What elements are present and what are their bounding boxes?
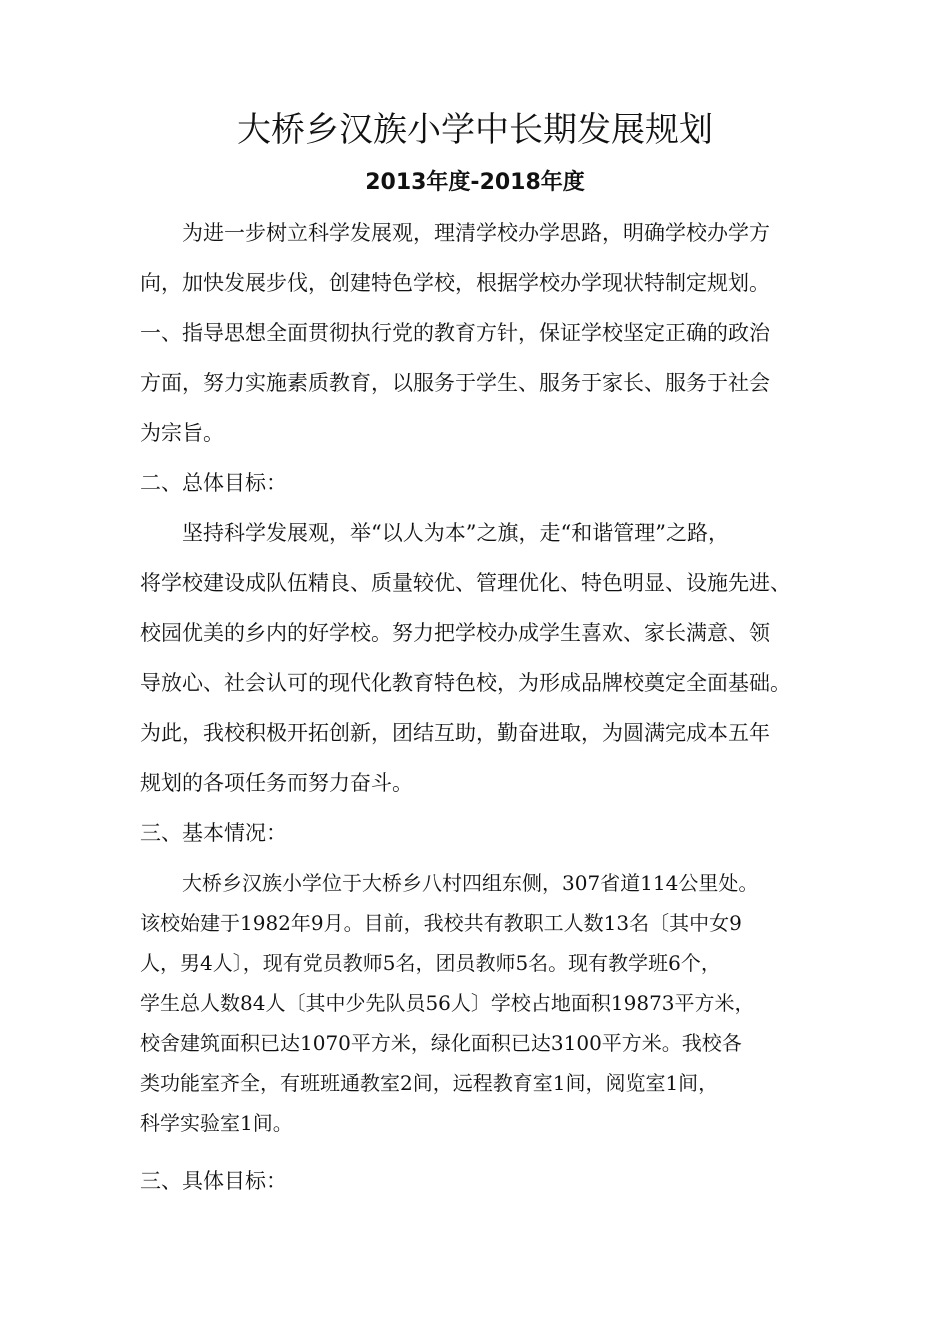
paragraph-line: 将学校建设成队伍精良、质量较优、管理优化、特色明显、设施先进、 <box>140 571 791 595</box>
paragraph-line: 学生总人数84人〔其中少先队员56人〕学校占地面积19873平方米， <box>140 991 755 1015</box>
paragraph-line: 规划的各项任务而努力奋斗。 <box>140 771 413 795</box>
paragraph-line: 校园优美的乡内的好学校。努力把学校办成学生喜欢、家长满意、领 <box>140 621 770 645</box>
paragraph-line: 为此，我校积极开拓创新，团结互助，勤奋进取，为圆满完成本五年 <box>140 721 770 745</box>
paragraph-line: 导放心、社会认可的现代化教育特色校，为形成品牌校奠定全面基础。 <box>140 671 791 695</box>
document-title: 大桥乡汉族小学中长期发展规划 <box>237 110 713 150</box>
section-heading-overall-goals: 二、总体目标： <box>140 471 287 495</box>
paragraph-line: 向，加快发展步伐，创建特色学校，根据学校办学现状特制定规划。 <box>140 271 770 295</box>
paragraph-line: 为宗旨。 <box>140 421 224 445</box>
paragraph-line: 人，男4人〕，现有党员教师5名，团员教师5名。现有教学班6个， <box>140 951 721 975</box>
paragraph-line: 科学实验室1间。 <box>140 1111 293 1135</box>
section-heading-basic-situation: 三、基本情况： <box>140 821 287 845</box>
document-subtitle: 2013年度-2018年度 <box>365 170 585 195</box>
section-heading-specific-goals: 三、具体目标： <box>140 1169 287 1193</box>
paragraph-line: 大桥乡汉族小学位于大桥乡八村四组东侧，307省道114公里处。 <box>182 871 759 895</box>
paragraph-line: 该校始建于1982年9月。目前，我校共有教职工人数13名〔其中女9 <box>140 911 742 935</box>
paragraph-line: 方面，努力实施素质教育，以服务于学生、服务于家长、服务于社会 <box>140 371 770 395</box>
paragraph-line: 类功能室齐全，有班班通教室2间，远程教育室1间，阅览室1间， <box>140 1071 719 1095</box>
paragraph-line: 校舍建筑面积已达1070平方米，绿化面积已达3100平方米。我校各 <box>140 1031 742 1055</box>
paragraph-line: 坚持科学发展观，举“以人为本”之旗，走“和谐管理”之路， <box>182 521 729 545</box>
paragraph-line: 为进一步树立科学发展观，理清学校办学思路，明确学校办学方 <box>182 221 770 245</box>
section-heading-guiding-ideology: 一、指导思想全面贯彻执行党的教育方针，保证学校坚定正确的政治 <box>140 321 770 345</box>
